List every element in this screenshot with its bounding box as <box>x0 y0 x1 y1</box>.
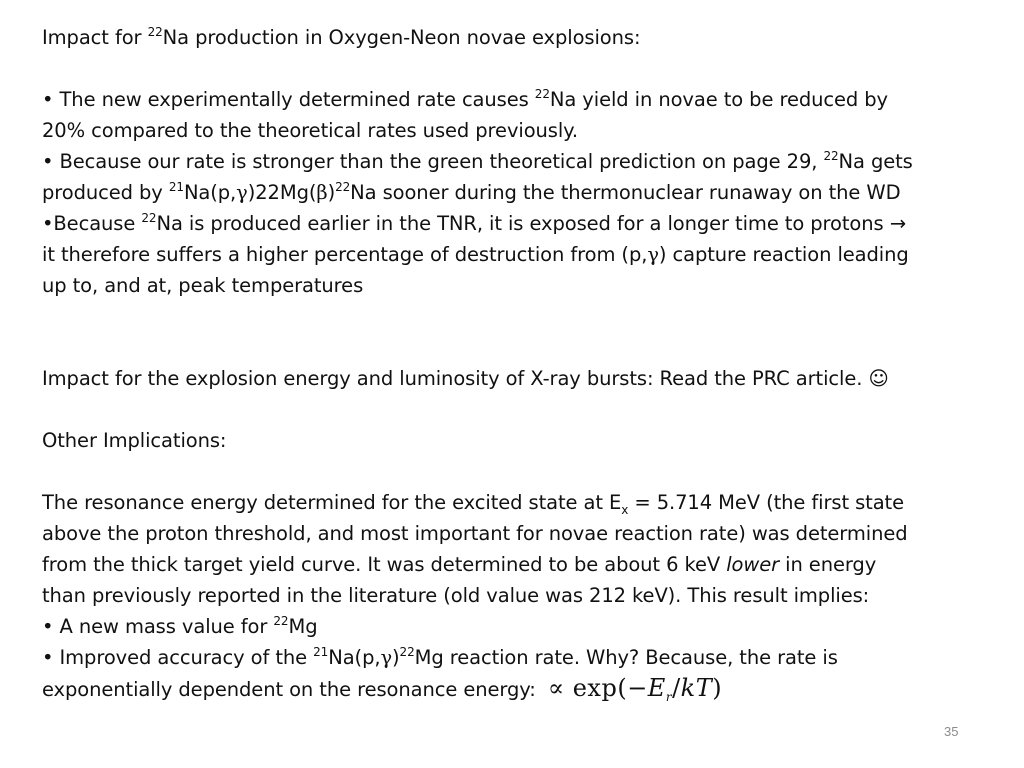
superscript: 22 <box>141 211 157 225</box>
bullet-yield-reduced-cont: 20% compared to the theoretical rates used previously. <box>42 119 578 142</box>
heading-na-production <box>42 22 992 53</box>
superscript: 22 <box>147 25 163 39</box>
resonance-paragraph-line1: The resonance energy determined for the excited state at $E_x = 5.714$ MeV (the first state <box>42 491 904 517</box>
rate-formula: ∝ $\exp(-E_r/kT)$ <box>547 674 723 704</box>
superscript: 22 <box>534 87 550 101</box>
bullet-mass-value: • A new mass value for $^{22}$Mg <box>42 614 318 638</box>
bullet-accuracy-cont: exponentially dependent on the resonance energy: ∝ $\exp(-E_r/kT)$ <box>42 674 723 704</box>
other-implications-heading: Other Implications: <box>42 429 227 452</box>
bullet-accuracy: • Improved accuracy of the $^{21}Na(p,\gamma)^{22}Mg$ reaction rate. Why? Because, the rate is <box>42 645 838 669</box>
superscript: 22 <box>399 645 415 659</box>
smiley-icon: ☺ <box>868 367 889 390</box>
bullet-stronger-rate-cont: produced by $^{21}Na(p,\gamma)22Mg(\beta)^{22}Na$ sooner during the thermonuclear runaway on the WD <box>42 180 901 204</box>
gamma-symbol: γ <box>380 646 393 669</box>
bullet-stronger-rate: • Because our rate is stronger than the green theoretical prediction on page 29, $^{22}$Na gets <box>42 149 913 173</box>
page-number: 35 <box>944 724 959 739</box>
superscript: 22 <box>273 614 289 628</box>
arrow-right-icon: → <box>889 212 906 235</box>
slide-body <box>42 22 992 705</box>
subscript: x <box>621 503 629 517</box>
superscript: 21 <box>313 645 329 659</box>
bullet-produced-earlier-cont2: up to, and at, peak temperatures <box>42 274 364 297</box>
heading-text: Impact for <box>42 26 148 49</box>
emphasis-lower: lower <box>726 553 780 576</box>
bullet-produced-earlier-cont: it therefore suffers a higher percentage of destruction from (p,γ) capture reaction leading <box>42 243 909 266</box>
gamma-symbol: γ <box>236 181 248 204</box>
resonance-paragraph-line4: than previously reported in the literature (old value was 212 keV). This result implies: <box>42 584 870 607</box>
bullet-yield-reduced: • The new experimentally determined rate causes $^{22}$Na yield in novae to be reduced by <box>42 87 888 111</box>
beta-symbol: β <box>316 181 328 204</box>
superscript: 22 <box>823 149 839 163</box>
xray-burst-line: Impact for the explosion energy and luminosity of X-ray bursts: Read the PRC article. ☺ <box>42 367 889 390</box>
resonance-paragraph-line2: above the proton threshold, and most important for novae reaction rate) was determined <box>42 522 908 545</box>
resonance-paragraph-line3: from the thick target yield curve. It was determined to be about 6 keV lower in energy <box>42 553 877 576</box>
superscript: 21 <box>168 180 184 194</box>
heading-text: Na production in Oxygen-Neon novae explosions: <box>162 26 641 49</box>
bullet-produced-earlier: •Because $^{22}$Na is produced earlier in the TNR, it is exposed for a longer time to protons → <box>42 211 906 235</box>
gamma-symbol: γ <box>647 243 659 266</box>
superscript: 22 <box>335 180 351 194</box>
